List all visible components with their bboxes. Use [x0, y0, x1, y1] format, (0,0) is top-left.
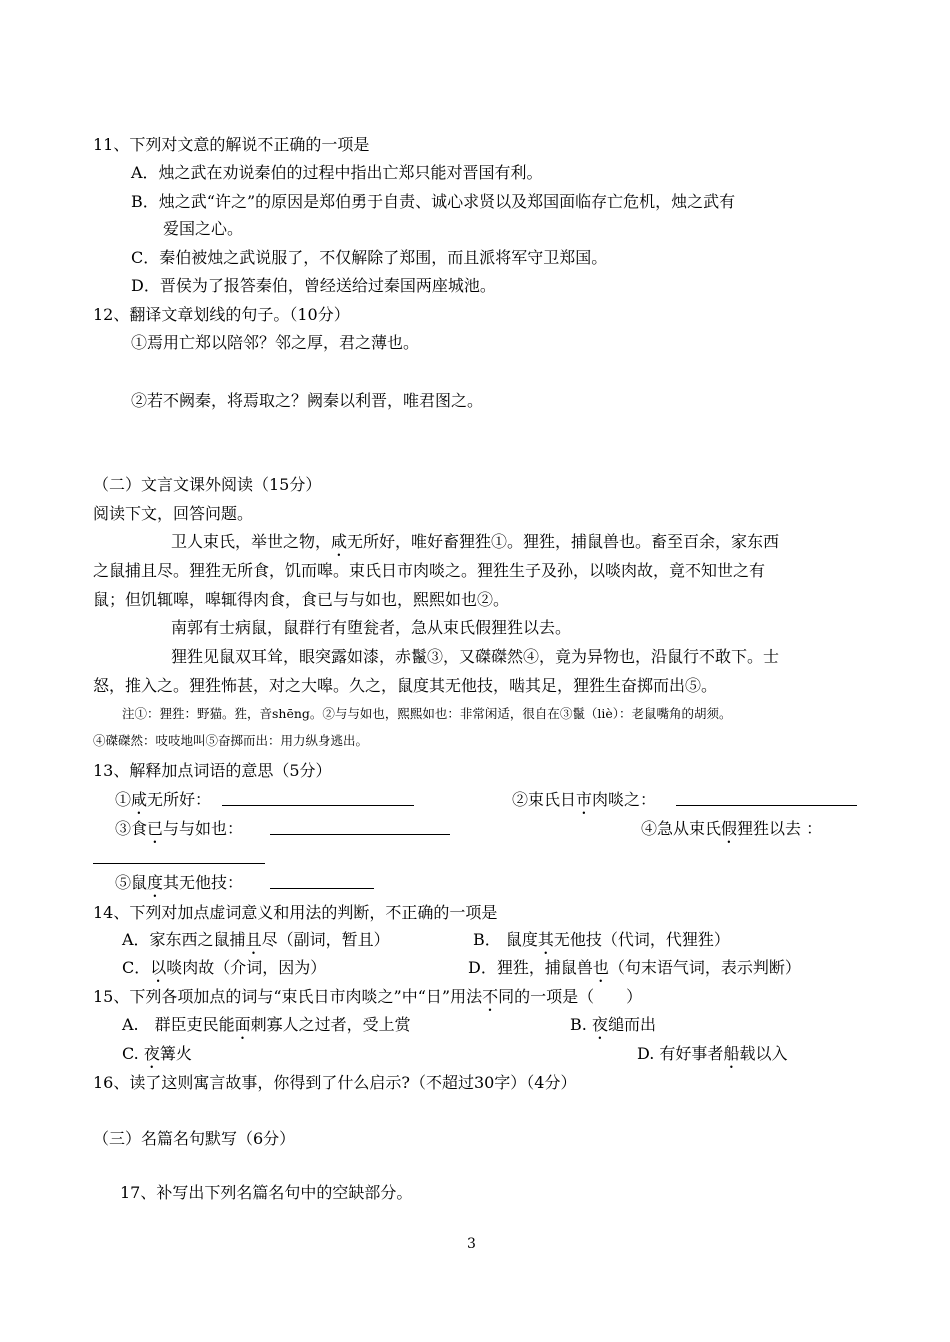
q13-item-3: ③食已与与如也：: [115, 819, 244, 838]
q14-stem: 14、下列对加点虚词意义和用法的判断，不正确的一项是: [93, 903, 498, 922]
q17-stem: 17、补写出下列名篇名句中的空缺部分。: [120, 1183, 413, 1202]
passage-p3-line1: 狸狌见鼠双耳耸，眼突露如漆，赤鬣③，又磔磔然④，竟为异物也，沿鼠行不敢下。士: [171, 647, 780, 666]
q12-sentence-1: ①焉用亡郑以陪邻？邻之厚，君之薄也。: [131, 333, 420, 352]
section2-title: （二）文言文课外阅读（15分）: [93, 475, 322, 494]
q13-answer-line-5[interactable]: [270, 888, 374, 889]
q15-option-d: D. 有好事者船载以入: [637, 1044, 788, 1063]
q15-option-b: B. 夜缒而出: [570, 1015, 656, 1034]
q15-stem: 15、下列各项加点的词与“束氏日市肉啖之”中“日”用法不同的一项是（ ）: [93, 987, 643, 1006]
passage-p1-line1: 卫人束氏，举世之物，咸无所好，唯好畜狸狌①。狸狌，捕鼠兽也。畜至百余，家东西: [171, 532, 780, 551]
section2-intro: 阅读下文，回答问题。: [93, 504, 254, 523]
q14-option-c: C．以啖肉故（介词，因为）: [122, 958, 327, 977]
q13-answer-line-2[interactable]: [676, 805, 857, 806]
passage-p3-line2: 怒，推入之。狸狌怖甚，对之大嗥。久之，鼠度其无他技，啮其足，狸狌生奋掷而出⑤。: [93, 676, 718, 695]
q13-answer-line-4[interactable]: [93, 863, 265, 864]
q11-option-b-line2: 爱国之心。: [163, 219, 244, 238]
passage-p2: 南郭有士病鼠，鼠群行有堕瓮者，急从束氏假狸狌以去。: [171, 618, 572, 637]
q11-option-d: D．晋侯为了报答秦伯，曾经送给过秦国两座城池。: [131, 276, 496, 295]
q13-item-1: ①咸无所好：: [115, 790, 212, 809]
q14-option-b: B． 鼠度其无他技（代词，代狸狌）: [473, 930, 730, 949]
q12-stem: 12、翻译文章划线的句子。（10分）: [93, 305, 350, 324]
q11-stem: 11、下列对文意的解说不正确的一项是: [93, 135, 370, 154]
q11-option-c: C．秦伯被烛之武说服了，不仅解除了郑围，而且派将军守卫郑国。: [131, 248, 608, 267]
passage-p1-line3: 鼠；但饥辄嗥，嗥辄得肉食，食已与与如也，熙熙如也②。: [93, 590, 510, 609]
q13-item-5: ⑤鼠度其无他技：: [115, 873, 244, 892]
q15-option-c: C. 夜篝火: [122, 1044, 192, 1063]
q14-option-a: A．家东西之鼠捕且尽（副词，暂且）: [122, 930, 390, 949]
page-number: 3: [467, 1236, 476, 1252]
section3-title: （三）名篇名句默写（6分）: [93, 1129, 296, 1148]
annotation-line1: 注①：狸狌：野猫。狌，音shēng。②与与如也，熙熙如也：非常闲适，很自在③鬣（liè）：老鼠嘴角的胡须。: [122, 706, 732, 721]
q13-item-4: ④急从束氏假狸狌以去 ：: [641, 819, 823, 838]
q15-option-a: A. 群臣吏民能面刺寡人之过者，受上赏: [122, 1015, 411, 1034]
q11-option-a: A．烛之武在劝说秦伯的过程中指出亡郑只能对晋国有利。: [131, 163, 543, 182]
q13-item-2: ②束氏日市肉啖之：: [512, 790, 657, 809]
q12-sentence-2: ②若不阙秦，将焉取之？阙秦以利晋，唯君图之。: [131, 391, 484, 410]
q11-option-b-line1: B．烛之武“许之”的原因是郑伯勇于自责、诚心求贤以及郑国面临存亡危机，烛之武有: [131, 192, 736, 211]
passage-p1-line2: 之鼠捕且尽。狸狌无所食，饥而嗥。束氏日市肉啖之。狸狌生子及孙，以啖肉故，竟不知世之有: [93, 561, 766, 580]
q13-stem: 13、解释加点词语的意思（5分）: [93, 761, 332, 780]
q14-option-d: D．狸狌，捕鼠兽也（句末语气词，表示判断）: [468, 958, 801, 977]
annotation-line2: ④磔磔然：吱吱地叫⑤奋掷而出：用力纵身逃出。: [93, 733, 369, 748]
q16-stem: 16、读了这则寓言故事，你得到了什么启示?（不超过30字）（4分）: [93, 1073, 577, 1092]
q13-answer-line-1[interactable]: [222, 805, 414, 806]
q13-answer-line-3[interactable]: [270, 834, 450, 835]
